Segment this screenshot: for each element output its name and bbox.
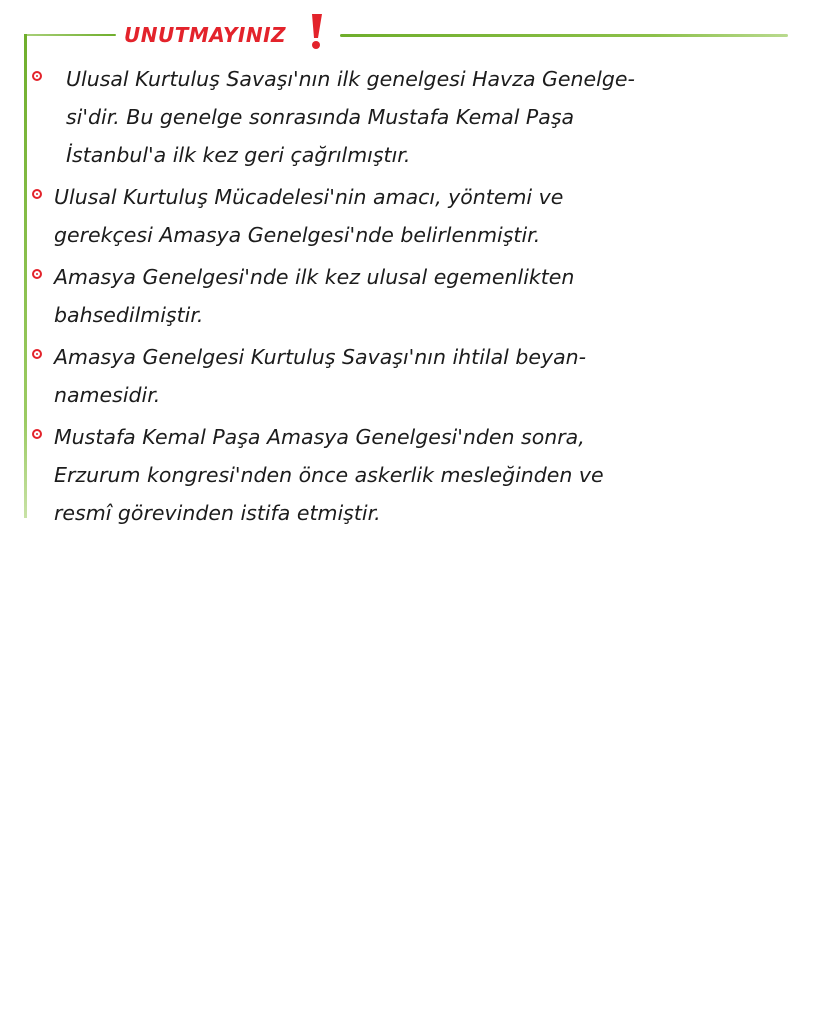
list-item-text: Ulusal Kurtuluş Mücadelesi'nin amacı, yöntemi ve gerekçesi Amasya Genelgesi'nde belirlenmiştir. bbox=[54, 185, 564, 247]
circle-bullet-icon bbox=[32, 429, 42, 439]
list-item-text: Mustafa Kemal Paşa Amasya Genelgesi'nden sonra, Erzurum kongresi'nden önce askerlik mesleğinden ve resmî görevinden istifa etmiştir. bbox=[54, 425, 604, 525]
list-item-text: Amasya Genelgesi'nde ilk kez ulusal egemenlikten bahsedilmiştir. bbox=[54, 265, 575, 327]
circle-bullet-icon bbox=[32, 189, 42, 199]
list-item bbox=[30, 60, 790, 174]
circle-bullet-icon bbox=[32, 269, 42, 279]
circle-bullet-icon bbox=[32, 71, 42, 81]
list-item-text: Amasya Genelgesi Kurtuluş Savaşı'nın ihtilal beyan- namesidir. bbox=[54, 345, 587, 407]
header-band bbox=[0, 0, 816, 60]
list-item bbox=[30, 258, 790, 334]
header-rule-left bbox=[24, 34, 116, 36]
circle-bullet-icon bbox=[32, 349, 42, 359]
list-item-text: Ulusal Kurtuluş Savaşı'nın ilk genelgesi Havza Genelge- si'dir. Bu genelge sonrasında Mustafa Kemal Paşa İstanbul'a ilk kez geri çağrılmıştır. bbox=[66, 67, 635, 167]
reminder-list bbox=[30, 60, 790, 536]
list-item bbox=[30, 178, 790, 254]
list-item bbox=[30, 338, 790, 414]
exclamation-mark-icon bbox=[306, 12, 326, 50]
section-title: UNUTMAYINIZ bbox=[124, 23, 287, 47]
left-accent-bar bbox=[24, 34, 27, 518]
header-rule-right bbox=[340, 34, 788, 37]
list-item bbox=[30, 418, 790, 532]
